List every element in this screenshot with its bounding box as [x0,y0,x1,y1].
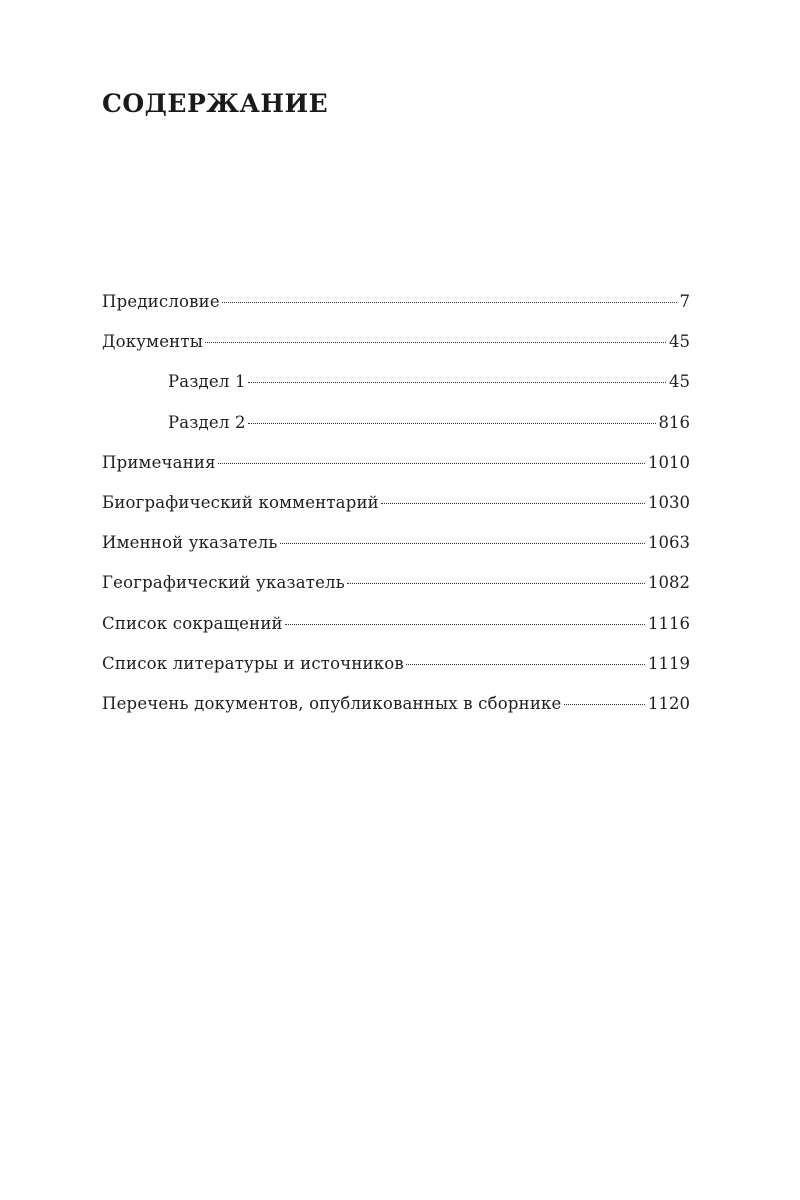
toc-entry [102,612,690,652]
toc-entry-page: 45 [669,332,690,352]
toc-entry [102,571,690,611]
dot-leader [222,302,677,303]
dot-leader [347,583,645,584]
toc-entry-label: Именной указатель [102,533,278,553]
toc-entry-page: 1082 [648,573,690,593]
dot-leader [280,543,645,544]
toc-entry [102,451,690,491]
table-of-contents [102,290,690,732]
toc-entry-page: 45 [669,372,690,392]
dot-leader [381,503,645,504]
toc-entry-label: Перечень документов, опубликованных в сборнике [102,693,562,713]
toc-entry-page: 1116 [648,613,690,633]
toc-entry-page: 1120 [648,693,690,713]
toc-entry-label: Биографический комментарий [102,492,379,512]
dot-leader [564,704,645,705]
toc-entry-label: Список литературы и источников [102,653,404,673]
toc-entry-page: 1030 [648,492,690,512]
toc-entry [102,290,690,330]
toc-entry-label: Предисловие [102,292,220,311]
toc-entry-label: Примечания [102,452,216,472]
dot-leader [248,423,656,424]
toc-entry-label: Раздел 2 [168,412,246,432]
toc-entry-page: 1063 [648,533,690,553]
toc-entry-page: 1119 [648,653,690,673]
toc-entry-page: 1010 [648,452,690,472]
dot-leader [285,624,645,625]
dot-leader [248,382,666,383]
page-title: СОДЕРЖАНИЕ [102,89,329,118]
toc-entry [102,531,690,571]
toc-entry-label: Документы [102,332,204,352]
dot-leader [205,342,666,343]
toc-entry [102,652,690,692]
toc-entry-label: Раздел 1 [168,372,246,392]
dot-leader [406,664,645,665]
toc-entry [102,692,690,732]
toc-entry [102,491,690,531]
toc-subentry [102,370,690,410]
toc-entry-label: Географический указатель [102,573,345,593]
toc-entry-label: Список сокращений [102,613,283,633]
toc-entry-page: 816 [658,412,690,432]
toc-subentry [102,411,690,451]
toc-entry-page: 7 [679,292,690,311]
toc-entry [102,330,690,370]
dot-leader [218,463,645,464]
